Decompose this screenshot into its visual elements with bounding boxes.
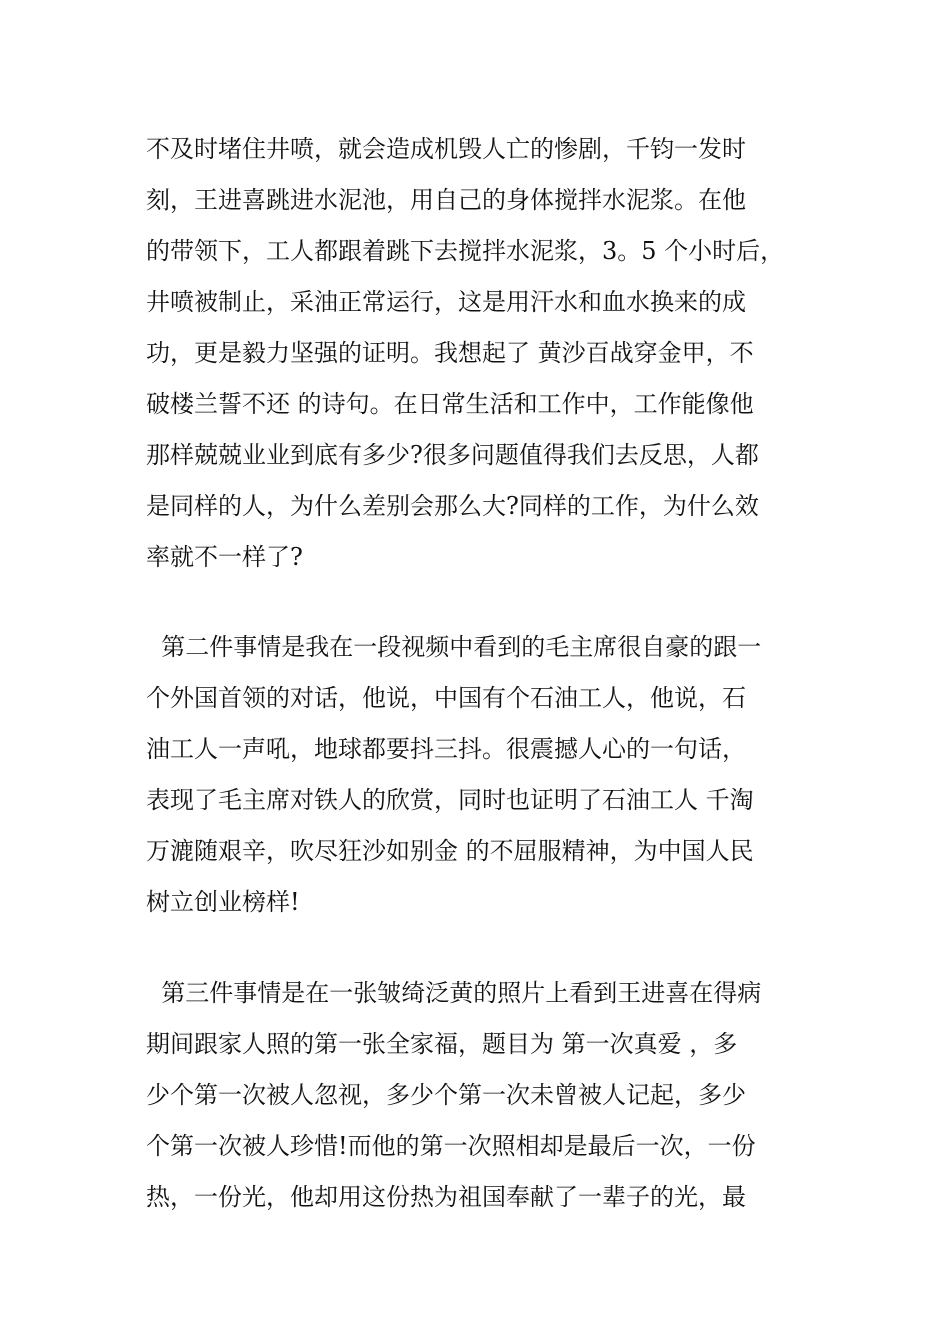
paragraph-line: 功，更是毅力坚强的证明。我想起了 黄沙百战穿金甲，不 <box>146 339 754 367</box>
paragraph-line: 树立创业榜样! <box>146 888 300 916</box>
paragraph-line: 期间跟家人照的第一张全家福，题目为 第一次真爱 ，多 <box>146 1030 738 1058</box>
paragraph-line: 井喷被制止，采油正常运行，这是用汗水和血水换来的成 <box>146 288 746 316</box>
paragraph-line: 个第一次被人珍惜!而他的第一次照相却是最后一次，一份 <box>146 1132 756 1160</box>
paragraph-line: 热，一份光，他却用这份热为祖国奉献了一辈子的光，最 <box>146 1183 746 1211</box>
paragraph-line: 表现了毛主席对铁人的欣赏，同时也证明了石油工人 千淘 <box>146 786 754 814</box>
paragraph-line: 第二件事情是我在一段视频中看到的毛主席很自豪的跟一 <box>146 633 762 661</box>
paragraph-line: 万漉随艰辛，吹尽狂沙如别金 的不屈服精神，为中国人民 <box>146 837 754 865</box>
paragraph-line: 刻，王进喜跳进水泥池，用自己的身体搅拌水泥浆。在他 <box>146 186 746 214</box>
paragraph-line: 第三件事情是在一张皱绮泛黄的照片上看到王进喜在得病 <box>146 979 762 1007</box>
paragraph-line: 率就不一样了? <box>146 543 303 571</box>
paragraph-line: 是同样的人，为什么差别会那么大?同样的工作，为什么效 <box>146 492 759 520</box>
paragraph-line: 油工人一声吼，地球都要抖三抖。很震撼人心的一句话， <box>146 735 746 763</box>
paragraph-line: 不及时堵住井喷，就会造成机毁人亡的惨剧，千钧一发时 <box>146 135 746 163</box>
paragraph-line: 个外国首领的对话，他说，中国有个石油工人，他说，石 <box>146 684 746 712</box>
paragraph-line: 那样兢兢业业到底有多少?很多问题值得我们去反思，人都 <box>146 441 759 469</box>
paragraph-line: 的带领下，工人都跟着跳下去搅拌水泥浆，3。5 个小时后， <box>146 237 785 265</box>
paragraph-line: 少个第一次被人忽视，多少个第一次未曾被人记起，多少 <box>146 1081 746 1109</box>
paragraph-line: 破楼兰誓不还 的诗句。在日常生活和工作中，工作能像他 <box>146 390 754 418</box>
